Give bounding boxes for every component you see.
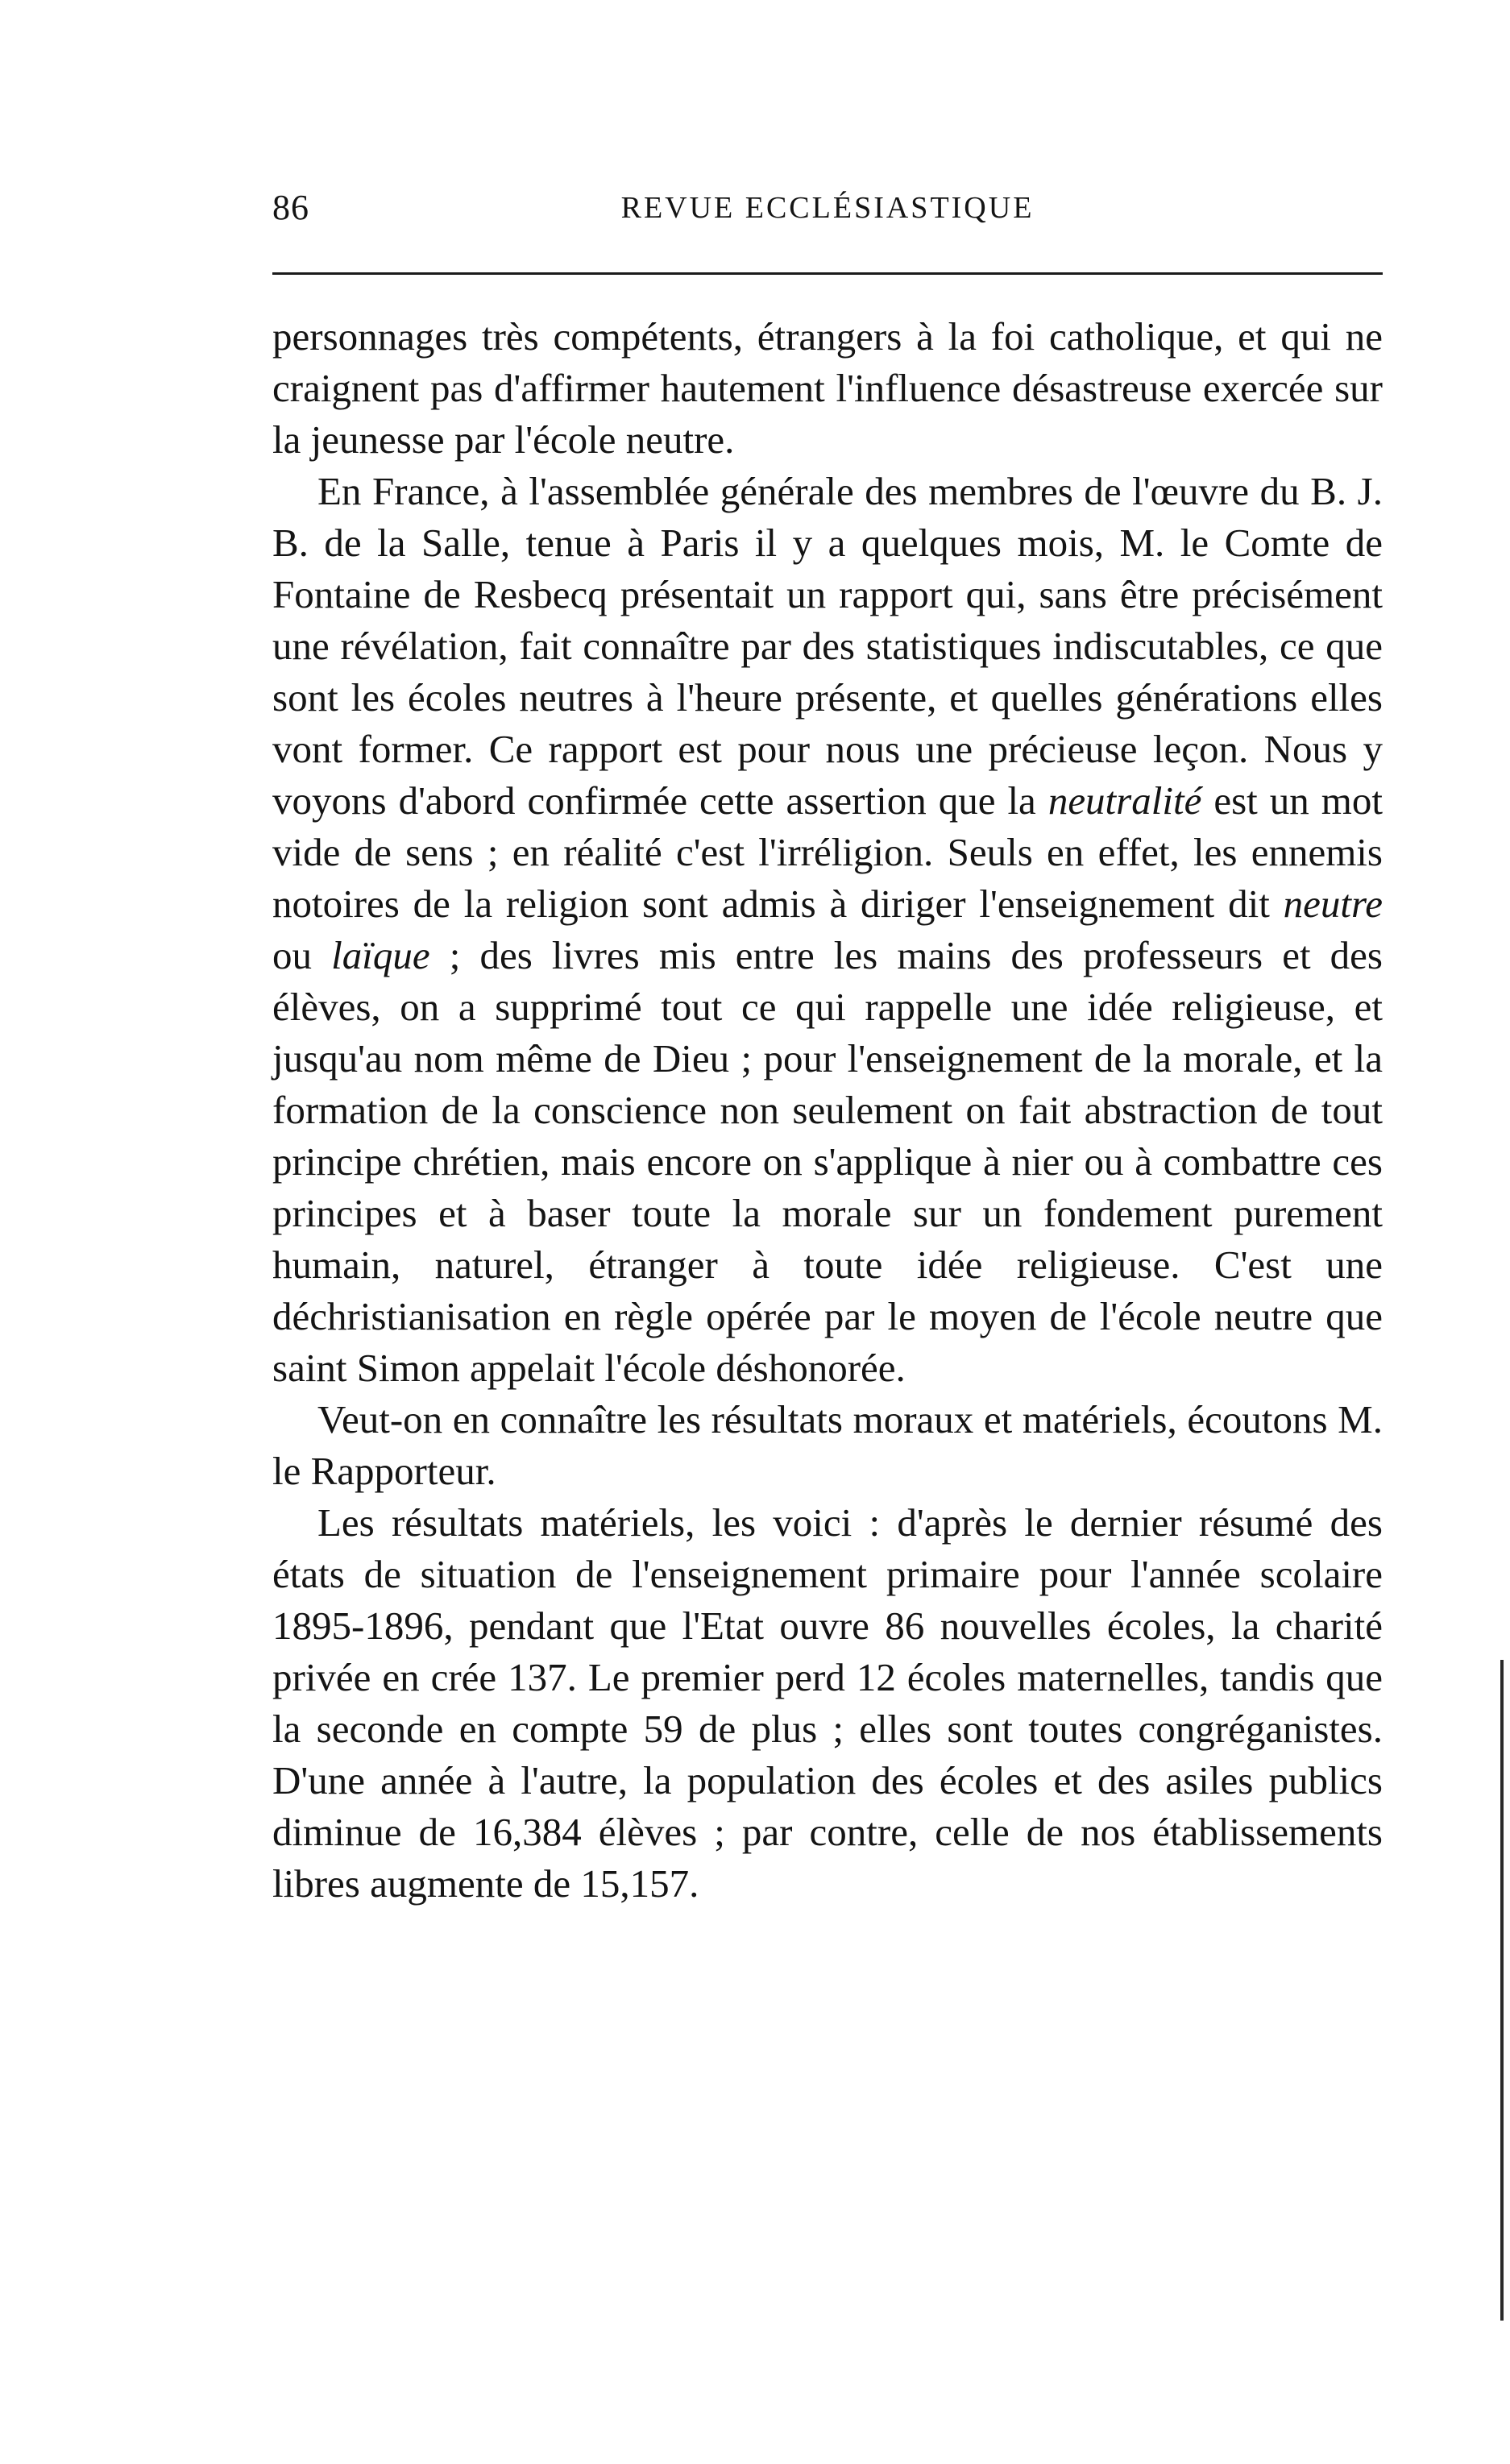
paragraph-text: En France, à l'assemblée générale des membres de l'œuvre du B. J. B. de la Salle, tenue à Paris il y a quelques mois, M. le Comte de Fontaine de Resbecq présentait un rapport qui, sans être précisément une révélation, fait connaître par des statistiques indiscutables, ce que sont les écoles neutres à l'heure présente, et quelles générations elles vont former. Ce rapport est pour nous une précieuse leçon. Nous y voyons d'abord confirmée cette assertion que la (272, 469, 1383, 823)
italic-term: neutralité (1047, 778, 1202, 823)
body-text (272, 311, 1383, 1910)
paragraph (272, 1497, 1383, 1910)
header-rule (272, 272, 1383, 275)
paragraph (272, 1394, 1383, 1497)
italic-term: laïque (331, 933, 430, 977)
paragraph (272, 466, 1383, 1394)
paragraph-text: Veut-on en connaître les résultats moraux et matériels, écoutons M. le Rapporteur. (272, 1397, 1383, 1493)
paragraph-text: ou (272, 933, 332, 977)
paragraph-text: ; des livres mis entre les mains des professeurs et des élèves, on a supprimé tout ce qui rappelle une idée religieuse, et jusqu'au nom même de Dieu ; pour l'enseignement de la morale, et la formation de la conscience non seulement on fait abstraction de tout principe chrétien, mais encore on s'applique à nier ou à combattre ces principes et à baser toute la morale sur un fondement purement humain, naturel, étranger à toute idée religieuse. C'est une déchristianisation en règle opérée par le moyen de l'école neutre que saint Simon appelait l'école déshonorée. (272, 933, 1383, 1390)
running-title: REVUE ECCLÉSIASTIQUE (620, 191, 1035, 225)
paragraph (272, 311, 1383, 466)
paragraph-text: est un mot vide de sens ; en réalité c'est l'irréligion. Seuls en effet, les ennemis notoires de la religion sont admis à diriger l'enseignement dit (272, 778, 1383, 926)
italic-term: neutre (1283, 881, 1383, 926)
page-header (272, 187, 1383, 235)
paragraph-text: Les résultats matériels, les voici : d'après le dernier résumé des états de situation de l'enseignement primaire pour l'année scolaire 1895-1896, pendant que l'Etat ouvre 86 nouvelles écoles, la charité privée en crée 137. Le premier perd 12 écoles maternelles, tandis que la seconde en compte 59 de plus ; elles sont toutes congréganistes. D'une année à l'autre, la population des écoles et des asiles publics diminue de 16,384 élèves ; par contre, celle de nos établissements libres augmente de 15,157. (272, 1500, 1383, 1906)
paragraph-text: personnages très compétents, étrangers à la foi catholique, et qui ne craignent pas d'affirmer hautement l'influence désastreuse exercée sur la jeunesse par l'école neutre. (272, 314, 1383, 462)
page-number: 86 (272, 188, 309, 227)
scan-edge-mark (1500, 1660, 1504, 2321)
